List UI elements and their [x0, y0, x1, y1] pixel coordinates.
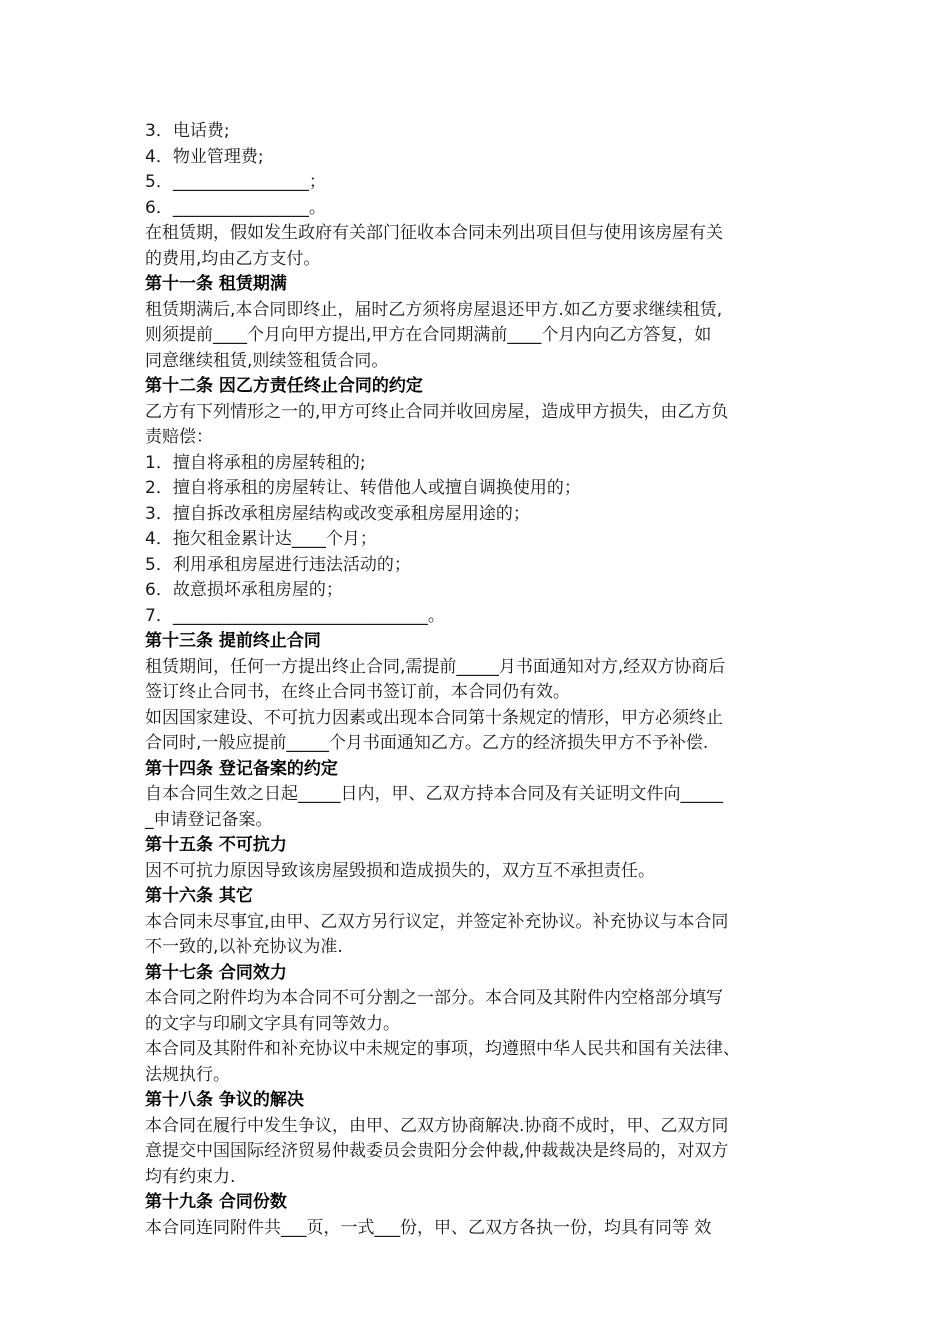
section-heading: 第十三条 提前终止合同 — [145, 631, 321, 651]
contract-text — [145, 119, 813, 1241]
text-line: 6．________________。 — [145, 197, 326, 218]
section-heading: 第十八条 争议的解决 — [145, 1090, 304, 1110]
text-line: 自本合同生效之日起_____日内，甲、乙双方持本合同及有关证明文件向_____ — [145, 784, 723, 804]
section-heading: 第十七条 合同效力 — [145, 962, 287, 983]
text-line: 4．拖欠租金累计达____个月； — [145, 529, 377, 549]
text-line: 本合同及其附件和补充协议中未规定的事项，均遵照中华人民共和国有关法律、 — [145, 1039, 740, 1059]
text-line: 7．______________________________。 — [145, 605, 445, 626]
text-line: _申请登记备案。 — [145, 809, 273, 830]
text-line: 本合同在履行中发生争议，由甲、乙双方协商解决.协商不成时，甲、乙双方同 — [145, 1115, 729, 1136]
section-heading: 第十五条 不可抗力 — [145, 835, 287, 855]
text-line: 本合同连同附件共___页，一式___份，甲、乙双方各执一份，均具有同等 效 — [145, 1217, 712, 1238]
text-line: 的费用,均由乙方支付。 — [145, 248, 321, 269]
text-line: 6．故意损坏承租房屋的； — [145, 580, 343, 600]
section-heading: 第十二条 因乙方责任终止合同的约定 — [145, 376, 423, 396]
text-line: 不一致的,以补充协议为准. — [145, 937, 343, 957]
text-line: 4．物业管理费; — [145, 146, 264, 167]
text-line: 意提交中国国际经济贸易仲裁委员会贵阳分会仲裁,仲裁裁决是终局的，对双方 — [145, 1141, 729, 1161]
text-line: 则须提前____个月向甲方提出,甲方在合同期满前____个月内向乙方答复，如 — [145, 325, 712, 345]
text-line: 本合同未尽事宜,由甲、乙双方另行议定，并签定补充协议。补充协议与本合同 — [145, 911, 729, 932]
text-line: 租赁期间，任何一方提出终止合同,需提前_____月书面通知对方,经双方协商后 — [145, 656, 726, 677]
text-line: 3．擅自拆改承租房屋结构或改变承租房屋用途的； — [145, 503, 530, 524]
text-line: 2．擅自将承租的房屋转让、转借他人或擅自调换使用的； — [145, 478, 581, 498]
text-line: 1．擅自将承租的房屋转租的; — [145, 452, 366, 473]
text-line: 5．________________； — [145, 172, 326, 192]
text-line: 5．利用承租房屋进行违法活动的； — [145, 554, 411, 575]
text-line: 本合同之附件均为本合同不可分割之一部分。本合同及其附件内空格部分填写 — [145, 988, 723, 1008]
text-line: 同意继续租赁,则续签租赁合同。 — [145, 350, 389, 371]
text-line: 租赁期满后,本合同即终止，届时乙方须将房屋退还甲方.如乙方要求继续租赁, — [145, 299, 723, 320]
text-line: 的文字与印刷文字具有同等效力。 — [145, 1013, 400, 1034]
section-heading: 第十九条 合同份数 — [145, 1192, 287, 1212]
text-line: 乙方有下列情形之一的,甲方可终止合同并收回房屋，造成甲方损失，由乙方负 — [145, 401, 729, 422]
text-line: 3．电话费; — [145, 121, 230, 141]
text-line: 合同时,一般应提前_____个月书面通知乙方。乙方的经济损失甲方不予补偿. — [145, 733, 709, 753]
text-line: 签订终止合同书，在终止合同书签订前，本合同仍有效。 — [145, 682, 570, 702]
text-line: 均有约束力. — [145, 1166, 236, 1187]
text-line: 在租赁期，假如发生政府有关部门征收本合同未列出项目但与使用该房屋有关 — [145, 223, 723, 243]
text-line: 责赔偿： — [145, 427, 213, 447]
section-heading: 第十一条 租赁期满 — [145, 274, 287, 294]
text-line: 如因国家建设、不可抗力因素或出现本合同第十条规定的情形，甲方必须终止 — [145, 707, 723, 728]
text-line: 因不可抗力原因导致该房屋毁损和造成损失的，双方互不承担责任。 — [145, 860, 655, 881]
section-heading: 第十六条 其它 — [145, 886, 253, 906]
section-heading: 第十四条 登记备案的约定 — [145, 758, 338, 779]
text-line: 法规执行。 — [145, 1064, 230, 1085]
